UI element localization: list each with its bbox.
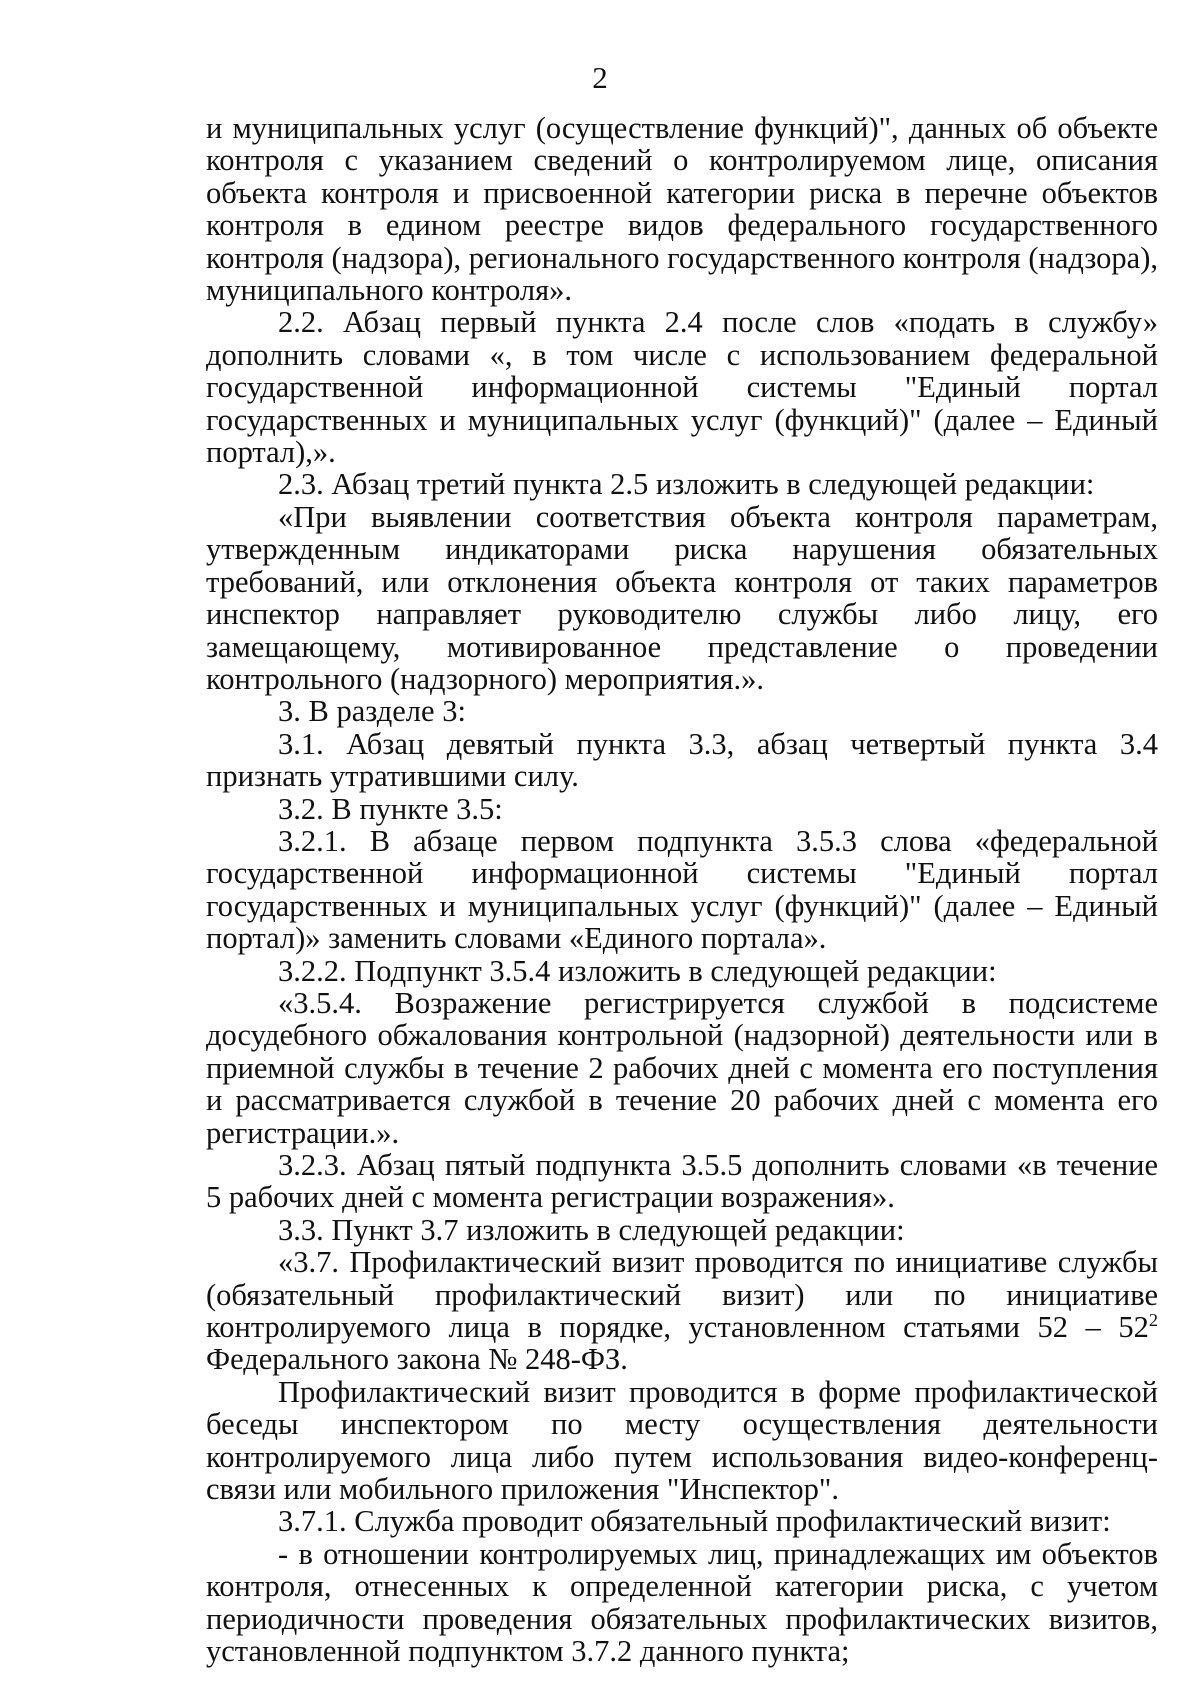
paragraph-3-7-tail: Федерального закона № 248-ФЗ. — [206, 1342, 628, 1377]
paragraph-3-2: 3.2. В пункте 3.5: — [278, 791, 503, 826]
paragraph-visit-form: Профилактический визит проводится в форме профилактической беседы инспектором по месту осуществления деятельности контролируемого лица либо путем использования видео-конференц-связи или мобильного приложения "Инспектор". — [206, 1374, 1158, 1507]
paragraph-3-2-3: 3.2.3. Абзац пятый подпункта 3.5.5 дополнить словами «в течение 5 рабочих дней с момента регистрации возражения». — [206, 1148, 1158, 1215]
paragraph-3-3: 3.3. Пункт 3.7 изложить в следующей редакции: — [278, 1212, 905, 1247]
paragraph-3-1: 3.1. Абзац девятый пункта 3.3, абзац четвертый пункта 3.4 признать утратившими силу. — [206, 726, 1158, 794]
paragraph-3-2-1: 3.2.1. В абзаце первом подпункта 3.5.3 слова «федеральной государственной информационной системы "Единый портал государственных и муниципальных услуг (функций)" (далее – Единый портал)» заменить словами «Единого портала». — [206, 823, 1158, 956]
paragraph-2-2: 2.2. Абзац первый пункта 2.4 после слов «подать в службу» дополнить словами «, в том числе с использованием федеральной государственной информационной системы "Единый портал государственных и муниципальных услуг (функций)" (далее – Единый портал),». — [206, 305, 1158, 470]
page-number: 2 — [592, 60, 608, 95]
paragraph-3-7-1: 3.7.1. Служба проводит обязательный профилактический визит: — [278, 1504, 1111, 1539]
paragraph-list-item: - в отношении контролируемых лиц, принадлежащих им объектов контроля, отнесенных к определенной категории риска, с учетом периодичности проведения обязательных профилактических визитов, установленной подпунктом 3.7.2 данного пункта; — [206, 1536, 1158, 1669]
paragraph-3-2-2: 3.2.2. Подпункт 3.5.4 изложить в следующей редакции: — [278, 953, 997, 988]
paragraph-3: 3. В разделе 3: — [278, 694, 466, 729]
paragraph-2-3: 2.3. Абзац третий пункта 2.5 изложить в следующей редакции: — [278, 467, 1095, 502]
paragraph-continuation: и муниципальных услуг (осуществление функций)", данных об объекте контроля с указанием сведений о контролируемом лице, описания объекта контроля и присвоенной категории риска в перечне объектов контроля в едином реестре видов федерального государственного контроля (надзора), регионального государственного контроля (надзора), муниципального контроля». — [206, 111, 1158, 308]
paragraph-3-2-2-quote: «3.5.4. Возражение регистрируется службой в подсистеме досудебного обжалования контрольной (надзорной) деятельности или в приемной службы в течение 2 рабочих дней с момента его поступления и рассматривается службой в течение 20 рабочих дней с момента его регистрации.». — [206, 985, 1158, 1150]
paragraph-3-7-text: «3.7. Профилактический визит проводится по инициативе службы (обязательный профилактический визит) или по инициативе контролируемого лица в порядке, установленном статьями 52 – 52 — [206, 1245, 1158, 1345]
document-body — [206, 112, 1158, 1668]
paragraph-2-3-quote: «При выявлении соответствия объекта контроля параметрам, утвержденным индикаторами риска нарушения обязательных требований, или отклонения объекта контроля от таких параметров инспектор направляет руководителю службы либо лицу, его замещающему, мотивированное представление о проведении контрольного (надзорного) мероприятия.». — [206, 499, 1158, 696]
paragraph-3-7-quote — [206, 1246, 1158, 1376]
superscript-2: 2 — [1148, 1309, 1158, 1330]
